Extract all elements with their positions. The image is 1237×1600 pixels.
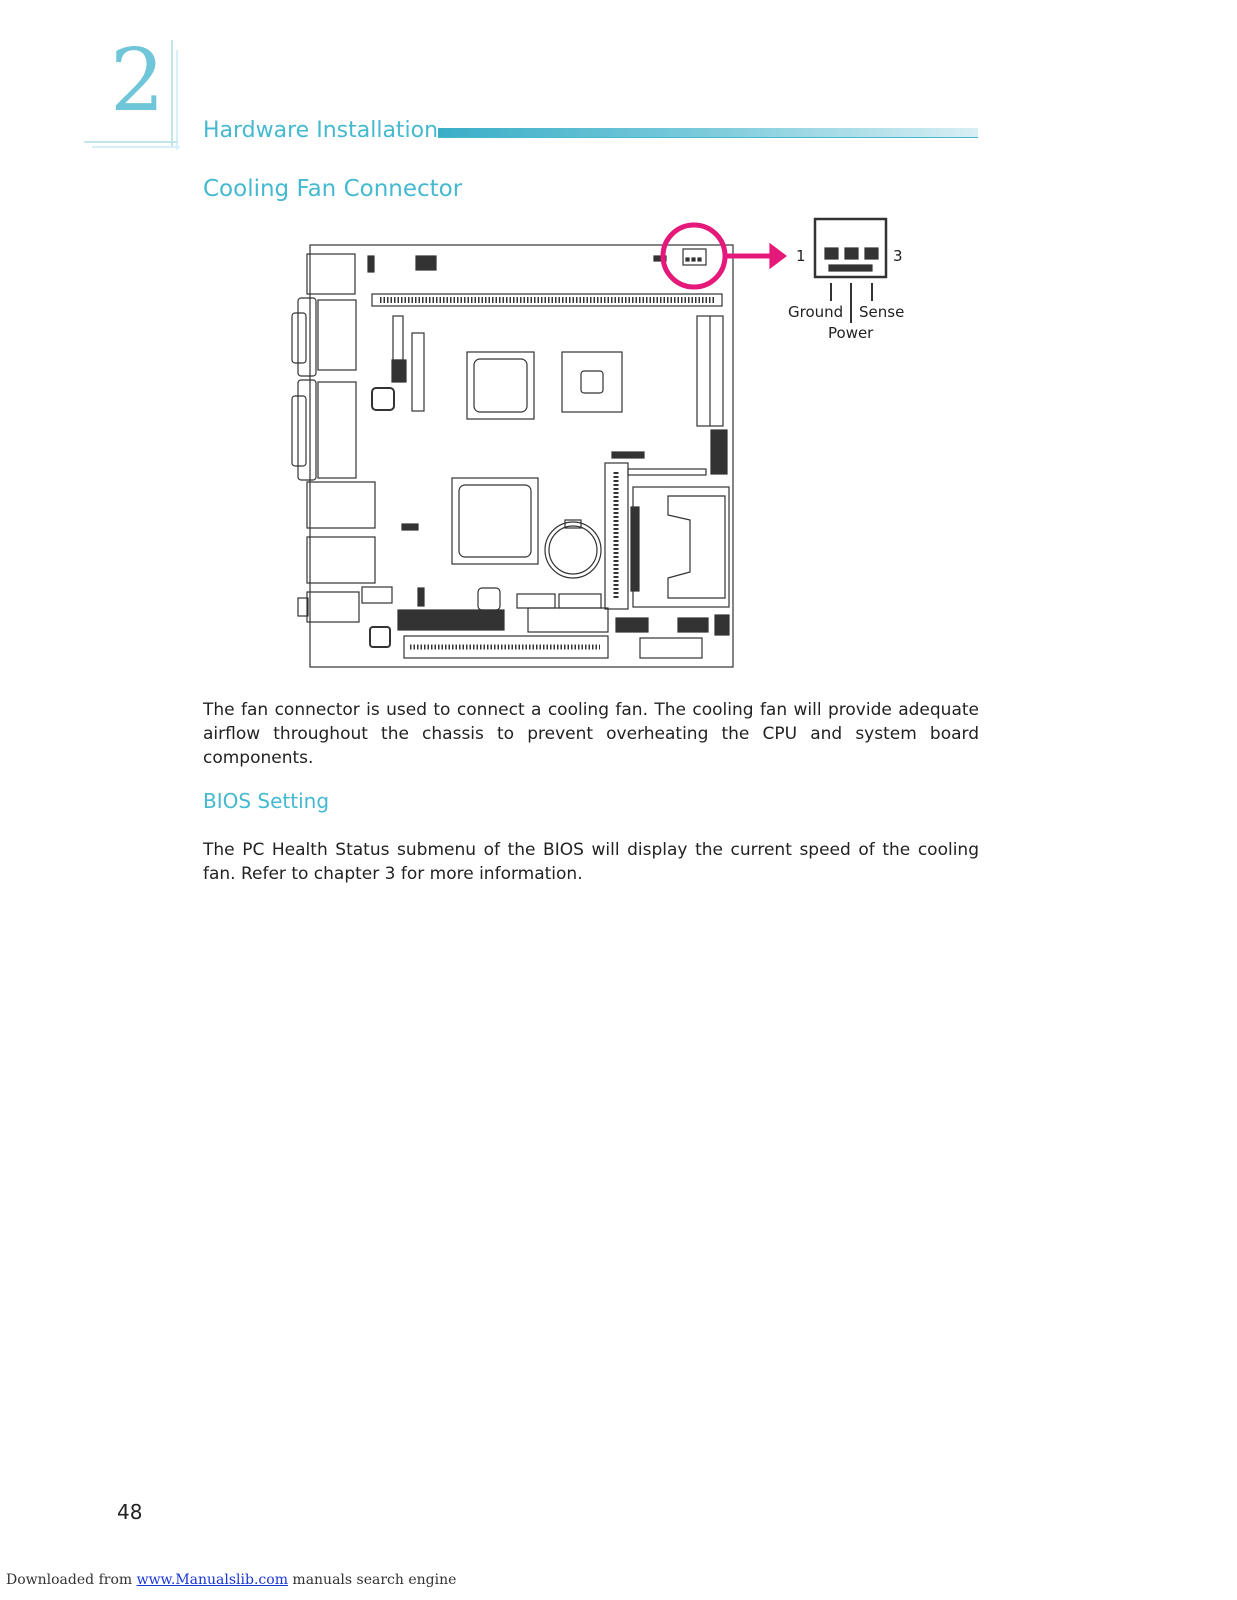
cpu [452, 478, 538, 564]
pin-3-label: 3 [893, 247, 903, 265]
chapter-divider-shadow [176, 50, 178, 150]
southbridge [562, 352, 622, 412]
sense-label: Sense [859, 303, 905, 321]
manualslib-link[interactable]: www.Manualslib.com [136, 1572, 288, 1588]
header-bar-line [438, 137, 978, 138]
io-port-top [307, 254, 355, 294]
board-fan-connector [683, 249, 706, 265]
download-footer [6, 1572, 456, 1588]
pin-1-label: 1 [796, 247, 806, 265]
paragraph-fan-description: The fan connector is used to connect a cooling fan. The cooling fan will provide adequate airflow throughout the chassis to prevent overheating the CPU and system board components. [203, 700, 979, 768]
page-number: 48 [117, 1500, 143, 1524]
ground-label: Ground [788, 303, 844, 321]
audio-port [307, 592, 359, 622]
motherboard-diagram [290, 210, 930, 685]
dimm-slot [372, 294, 722, 306]
cf-slot [633, 487, 729, 607]
page-title: Cooling Fan Connector [203, 176, 463, 202]
power-label: Power [828, 324, 874, 342]
section-header: Hardware Installation [203, 118, 439, 143]
chapter-divider [171, 40, 173, 148]
com-port-1 [318, 300, 356, 370]
com-port-2 [318, 382, 356, 478]
usb-port [307, 482, 375, 528]
chapter-underline [84, 141, 178, 143]
lan-port [307, 537, 375, 583]
board-outline [310, 245, 733, 667]
chapter-underline-shadow [92, 146, 180, 148]
footer-prefix: Downloaded from [6, 1572, 137, 1588]
paragraph-bios-description: The PC Health Status submenu of the BIOS will display the current speed of the cooling fan. Refer to chapter 3 for more information. [203, 840, 979, 884]
bios-setting-heading: BIOS Setting [203, 789, 330, 813]
chapter-number: 2 [110, 31, 165, 131]
battery [545, 522, 601, 578]
northbridge [467, 352, 534, 419]
footer-suffix: manuals search engine [287, 1572, 457, 1588]
